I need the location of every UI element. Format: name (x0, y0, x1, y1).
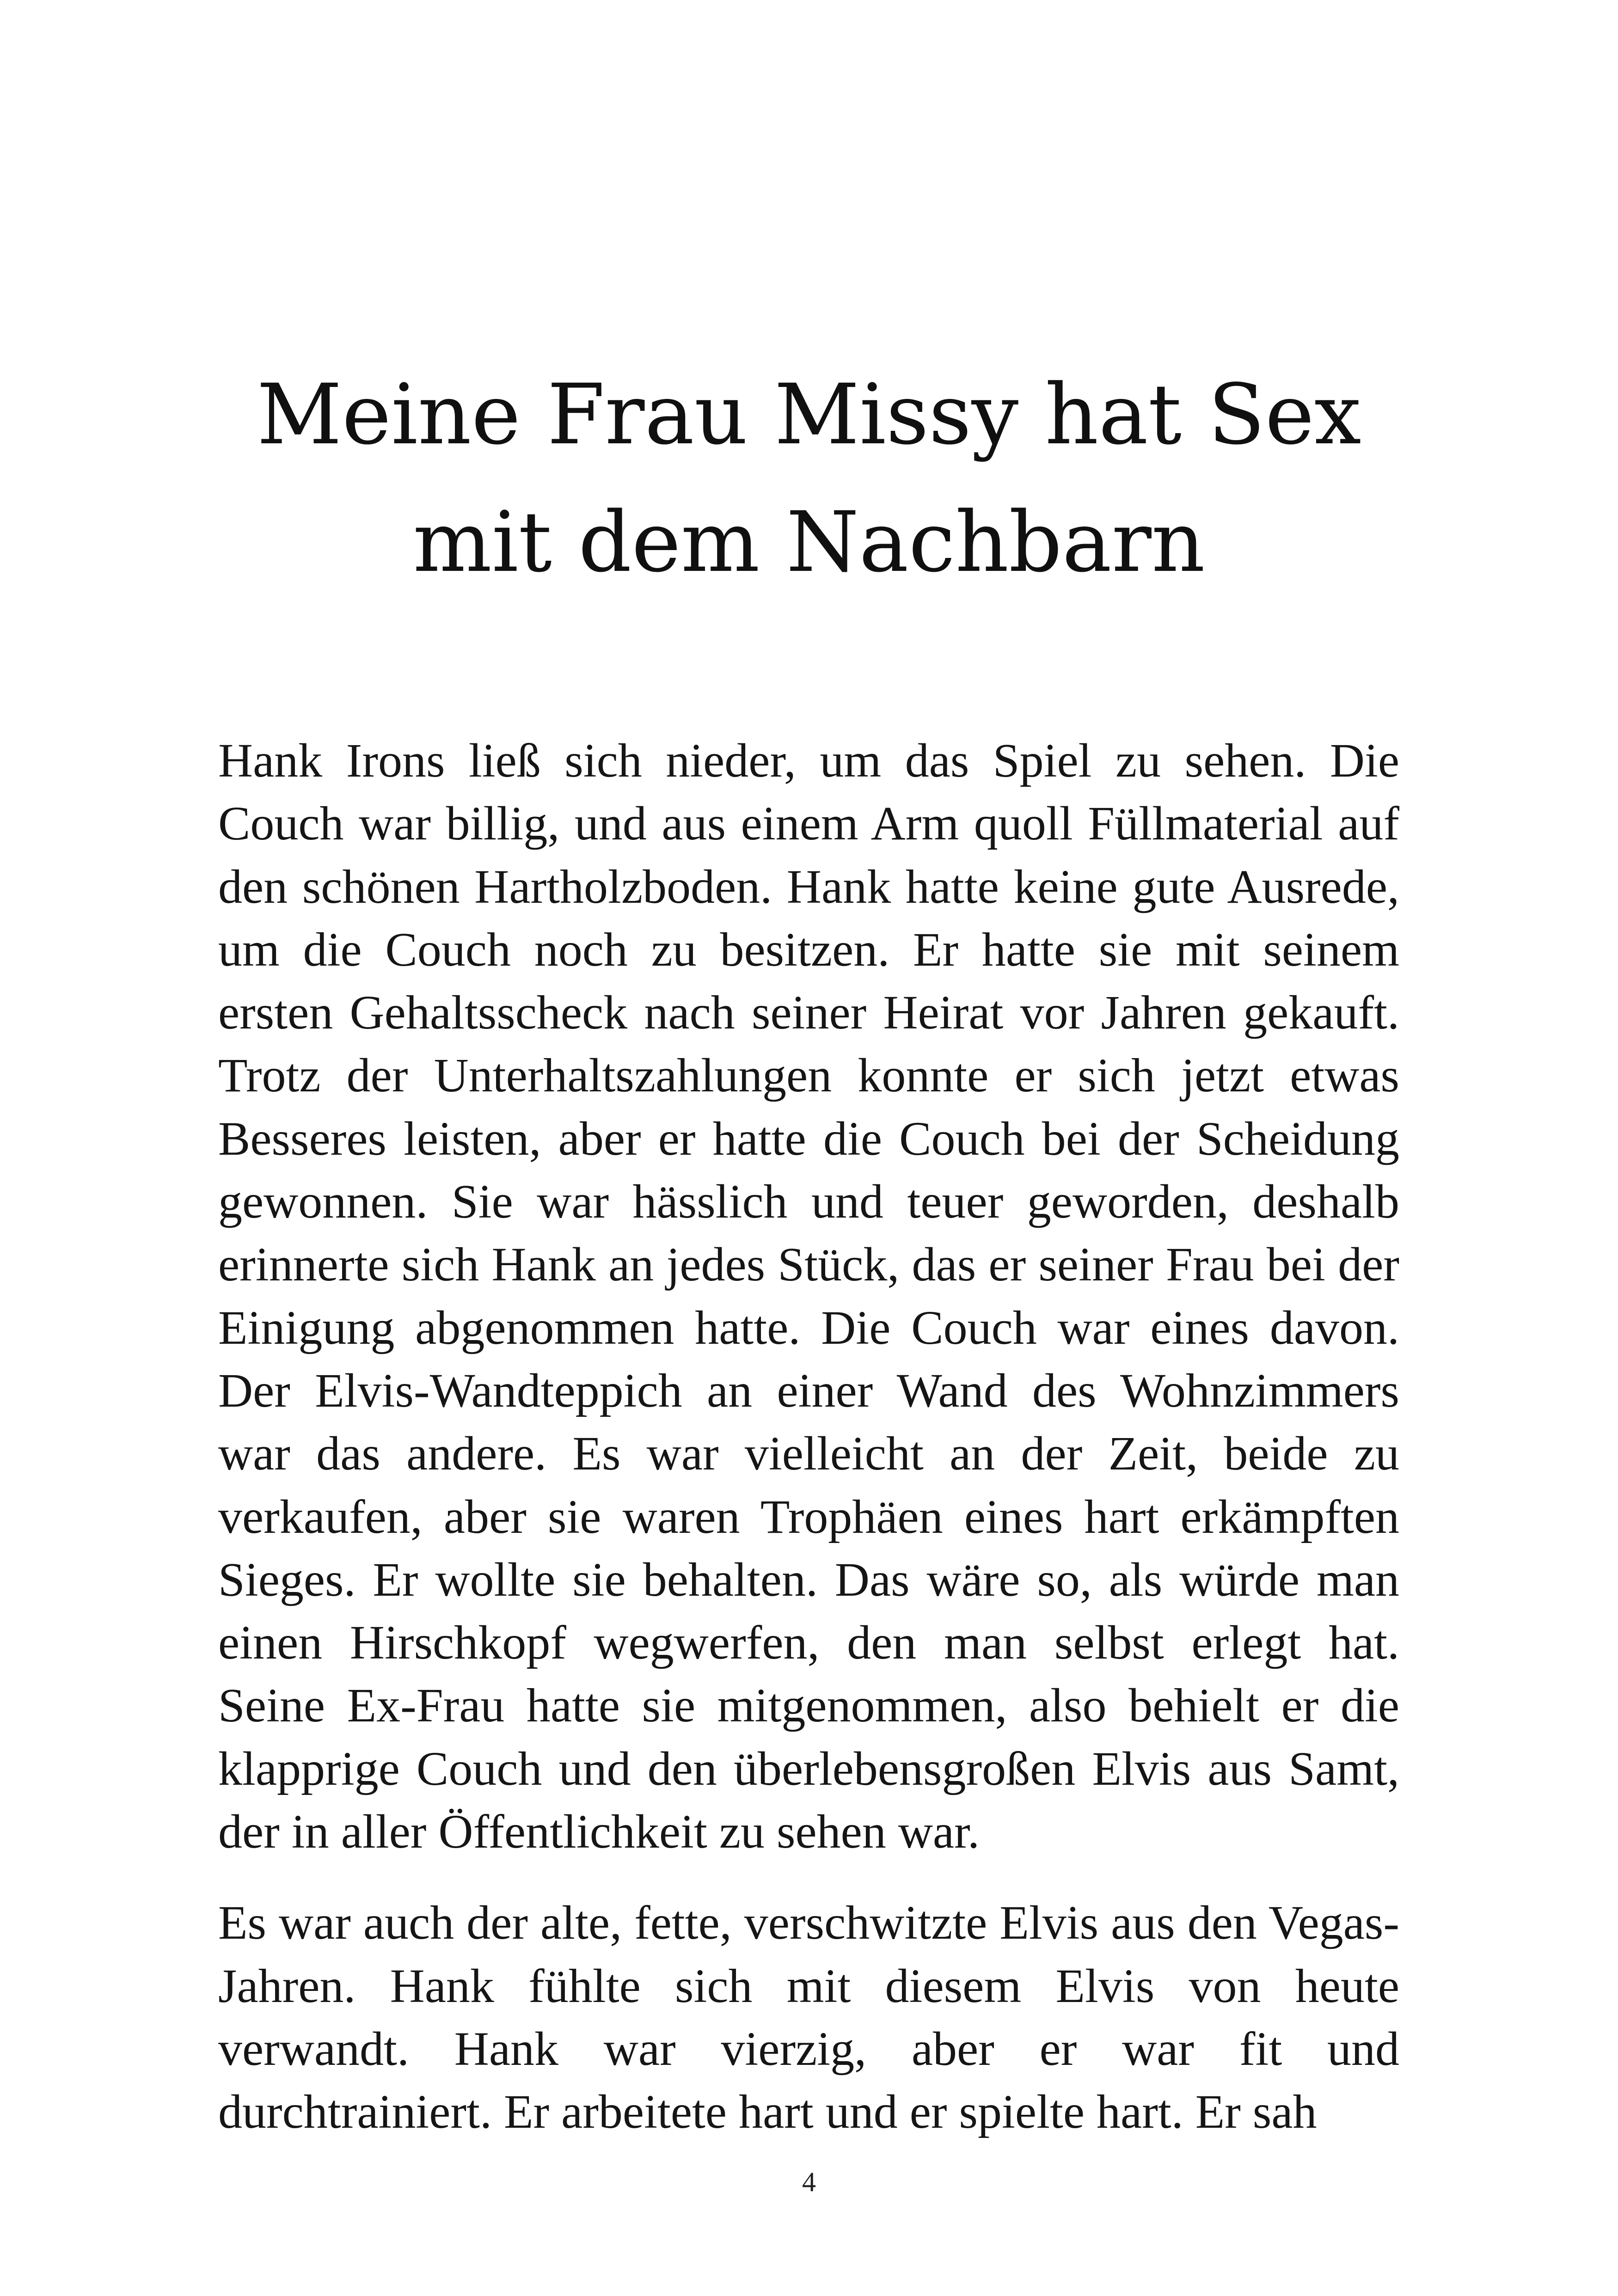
paragraph-2: Es war auch der alte, fette, verschwitzte Elvis aus den Vegas-Jahren. Hank fühlte sich mit diesem Elvis von heute verwandt. Hank war vierzig, aber er war fit und durchtrainiert. Er arbeitete hart und er spielte hart. Er sah (218, 1896, 1399, 2139)
body-text (218, 729, 1399, 2144)
paragraph-1: Hank Irons ließ sich nieder, um das Spiel zu sehen. Die Couch war billig, und aus einem Arm quoll Füllmaterial auf den schönen Hartholzboden. Hank hatte keine gute Ausrede, um die Couch noch zu besitzen. Er hatte sie mit seinem ersten Gehaltsscheck nach seiner Heirat vor Jahren gekauft. Trotz der Unterhaltszahlungen konnte er sich jetzt etwas Besseres leisten, aber er hatte die Couch bei der Scheidung gewonnen. Sie war hässlich und teuer geworden, deshalb erinnerte sich Hank an jedes Stück, das er seiner Frau bei der Einigung abgenommen hatte. Die Couch war eines davon. Der Elvis-Wandteppich an einer Wand des Wohnzimmers war das andere. Es war vielleicht an der Zeit, beide zu verkaufen, aber sie waren Trophäen eines hart erkämpften Sieges. Er wollte sie behalten. Das wäre so, als würde man einen Hirschkopf wegwerfen, den man selbst erlegt hat. Seine Ex-Frau hatte sie mitgenommen, also behielt er die klapprige Couch und den überlebensgroßen Elvis aus Samt, der in aller Öffentlichkeit zu sehen war. (218, 734, 1399, 1859)
page-number: 4 (802, 2167, 816, 2197)
chapter-title: Meine Frau Missy hat Sex mit dem Nachbarn (257, 367, 1361, 591)
